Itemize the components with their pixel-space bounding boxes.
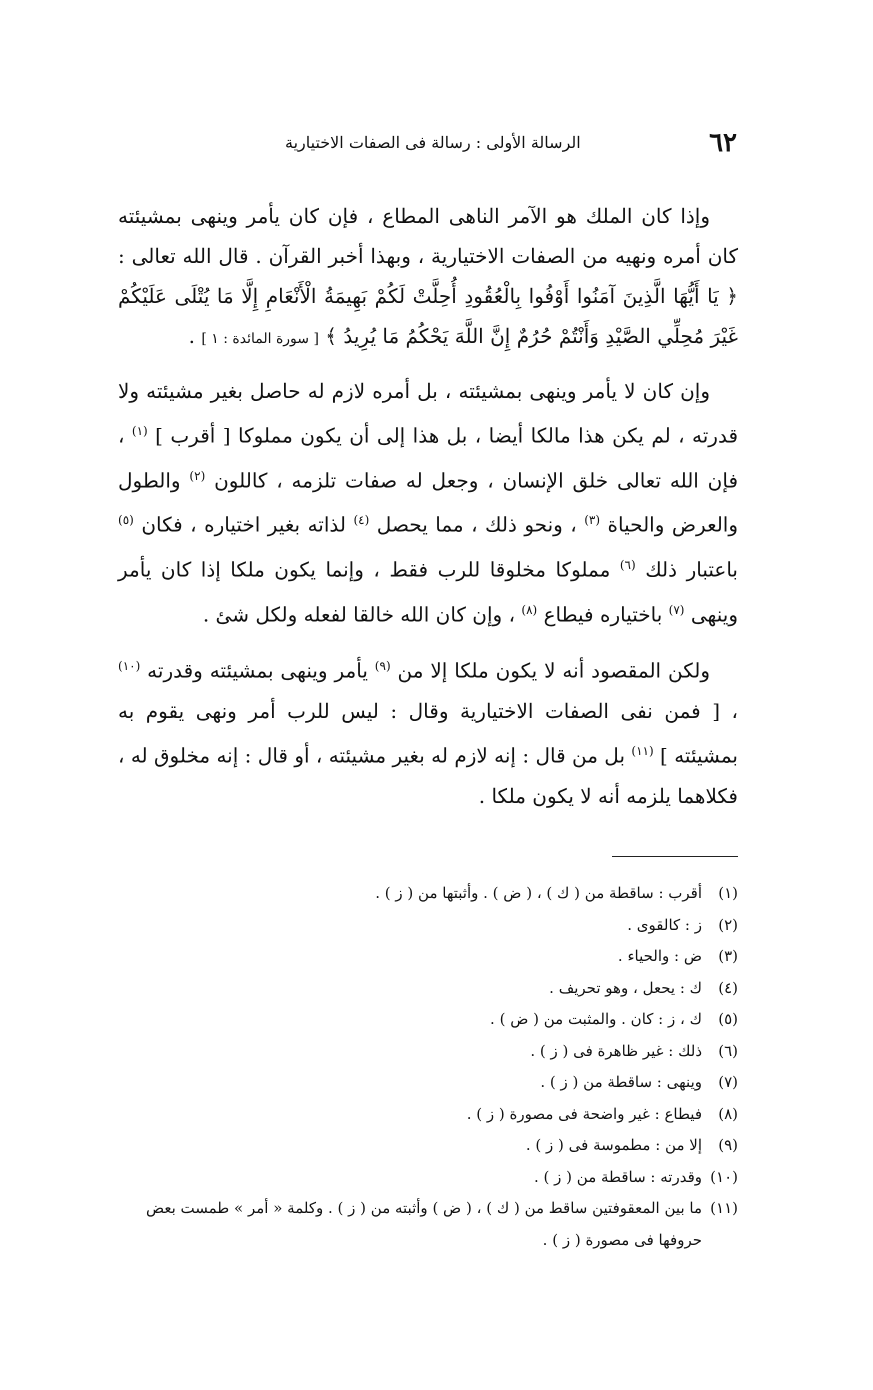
- footnote-ref: (٢): [189, 468, 206, 483]
- paragraph-2-text: باعتبار ذلك: [645, 557, 738, 582]
- paragraph-3-text: بل من قال : إنه لازم له بغير مشيئته ، أو قال : إنه مخلوق له ، فكلاهما يلزمه أنه لا يكون ملكا .: [118, 743, 738, 808]
- paragraph-2-text: لذاته بغير اختياره ، فكان: [141, 512, 354, 537]
- footnote: [118, 1130, 738, 1162]
- quran-citation: [ سورة المائدة : ١ ]: [201, 331, 319, 347]
- footnote-ref: (٥): [118, 513, 134, 528]
- paragraph-2-text: ، ونحو ذلك ، مما يحصل: [376, 512, 585, 537]
- paragraph-2: [118, 371, 738, 634]
- footnote: [118, 878, 738, 910]
- footnote-text: وقدرته : ساقطة من ( ز ) .: [533, 1167, 702, 1186]
- paragraph-2-text: ، وإن كان الله خالقا لفعله ولكل شئ .: [202, 602, 522, 627]
- footnote-number: (٧): [718, 1073, 738, 1091]
- footnote: [118, 1099, 738, 1131]
- footnotes: [118, 878, 738, 1256]
- footnote-text: ك : يحعل ، وهو تحريف .: [549, 978, 702, 997]
- footnote-divider: [612, 856, 738, 857]
- paragraph-3-text: يأمر وينهى بمشيئته وقدرته: [147, 658, 375, 683]
- paragraph-1: [118, 196, 738, 359]
- footnote-number: (٥): [718, 1010, 738, 1028]
- page-number: ٦٢: [709, 128, 737, 158]
- footnote: [118, 910, 738, 942]
- footnote: [118, 941, 738, 973]
- footnote-text: وينهى : ساقطة من ( ز ) .: [540, 1073, 702, 1091]
- footnote-number: (١): [718, 884, 738, 902]
- footnote-text: ذلك : غير ظاهرة فى ( ز ) .: [530, 1041, 702, 1060]
- footnote-number: (٦): [718, 1041, 738, 1060]
- footnote-number: (١٠): [710, 1167, 738, 1186]
- footnote-number: (٨): [718, 1104, 738, 1123]
- paragraph-1-text: وإذا كان الملك هو الآمر الناهى المطاع ، فإن كان يأمر وينهى بمشيئته كان أمره ونهيه من الصفات الاختيارية ، وبهذا أخبر القرآن . قال الله تعالى : ﴿ يَا أَيُّهَا الَّذِينَ آمَنُوا أَوْفُوا بِالْعُقُودِ أُحِلَّتْ لَكُمْ بَهِيمَةُ الْأَنْعَامِ إِلَّا مَا يُتْلَى عَلَيْكُمْ غَيْرَ مُحِلِّي الصَّيْدِ وَأَنْتُمْ حُرُمٌ إِنَّ اللَّهَ يَحْكُمُ مَا يُرِيدُ ﴾: [118, 204, 738, 348]
- footnote-number: (١١): [710, 1199, 738, 1217]
- footnote: [118, 973, 738, 1005]
- footnote-text: إلا من : مطموسة فى ( ز ) .: [525, 1136, 702, 1154]
- paragraph-1-end: .: [188, 324, 202, 348]
- paragraph-2-text: والطول والعرض والحياة: [118, 468, 739, 537]
- footnote-ref: (٦): [619, 557, 636, 572]
- running-title: الرسالة الأولى : رسالة فى الصفات الاختيارية: [285, 133, 581, 152]
- footnote: [118, 1004, 738, 1036]
- footnote-ref: (١١): [631, 743, 654, 758]
- footnote: [118, 1036, 738, 1068]
- footnote-ref: (٧): [668, 602, 685, 617]
- footnote: [118, 1162, 738, 1194]
- footnote-ref: (٤): [353, 513, 370, 528]
- paragraph-2-text: باختياره فيطاع: [543, 602, 669, 627]
- paragraph-3-text: ، [ فمن نفى الصفات الاختيارية وقال : ليس للرب أمر ونهى يقوم به بمشيئته ]: [118, 698, 738, 768]
- footnote-number: (٤): [718, 978, 738, 997]
- footnote: [118, 1193, 738, 1256]
- footnote-text: أقرب : ساقطة من ( ك ) ، ( ض ) . وأثبتها من ( ز ) .: [375, 884, 702, 902]
- footnote-ref: (٩): [374, 659, 391, 674]
- footnote-text: فيطاع : غير واضحة فى مصورة ( ز ) .: [466, 1104, 702, 1123]
- footnote-text: ما بين المعقوفتين ساقط من ( ك ) ، ( ض ) وأثبته من ( ز ) . وكلمة « أمر » طمست بعض حروفها فى مصورة ( ز ) .: [145, 1199, 702, 1249]
- footnote-text: ز : كالقوى .: [627, 915, 702, 934]
- footnote-number: (٢): [718, 915, 738, 934]
- paragraph-3-text: ولكن المقصود أنه لا يكون ملكا إلا من: [397, 658, 711, 683]
- footnote: [118, 1067, 738, 1099]
- footnote-text: ك ، ز : كان . والمثبت من ( ض ) .: [490, 1010, 702, 1028]
- footnote-number: (٩): [718, 1136, 738, 1154]
- footnote-ref: (١): [131, 424, 148, 438]
- footnote-ref: (٣): [584, 513, 601, 528]
- paragraph-2-text: مملوكا مخلوقا للرب فقط ، وإنما يكون ملكا إذا كان يأمر وينهى: [118, 557, 738, 627]
- paragraph-2-text: ، فإن الله تعالى خلق الإنسان ، وجعل له صفات تلزمه ، كاللون: [118, 423, 739, 493]
- footnote-number: (٣): [718, 947, 738, 965]
- footnote-ref: (١٠): [118, 659, 141, 674]
- paragraph-3: [118, 646, 738, 815]
- footnote-text: ض : والحياء .: [617, 947, 702, 965]
- paragraph-2-text: وإن كان لا يأمر وينهى بمشيئته ، بل أمره لازم له حاصل بغير مشيئته ولا قدرته ، لم يكن هذا مالكا أيضا ، بل هذا إلى أن يكون مملوكا [ أقرب ]: [118, 379, 739, 448]
- main-text: [118, 196, 738, 828]
- footnote-ref: (٨): [521, 602, 538, 617]
- page-header: [285, 126, 737, 160]
